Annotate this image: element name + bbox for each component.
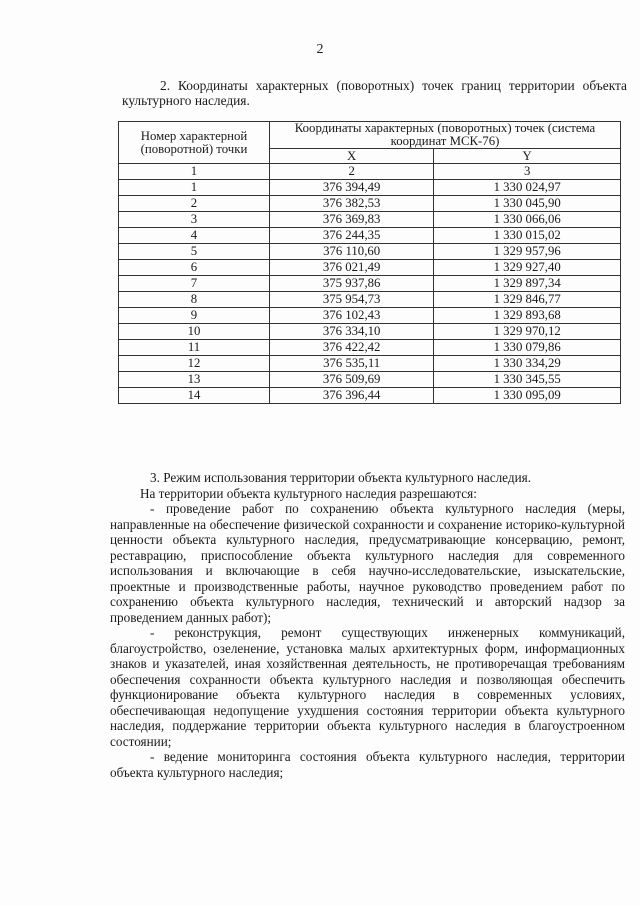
table-row — [119, 228, 621, 244]
point-number-cell: 14 — [119, 388, 270, 404]
y-coordinate-cell: 1 329 846,77 — [434, 292, 621, 308]
coordinates-table — [118, 121, 621, 404]
section-3-title: 3. Режим использования территории объекта культурного наследия. — [150, 470, 531, 485]
table-row — [119, 340, 621, 356]
point-number-cell: 3 — [119, 212, 270, 228]
header-x: X — [270, 149, 434, 164]
x-coordinate-cell: 376 422,42 — [270, 340, 434, 356]
point-number-cell: 13 — [119, 372, 270, 388]
page-number: 2 — [316, 42, 324, 57]
section-3-intro: На территории объекта культурного наследия разрешаются: — [140, 485, 477, 501]
point-number-cell: 9 — [119, 308, 270, 324]
y-coordinate-cell: 1 329 970,12 — [434, 324, 621, 340]
x-coordinate-cell: 376 394,49 — [270, 180, 434, 196]
x-coordinate-cell: 376 396,44 — [270, 388, 434, 404]
column-number-2: 2 — [270, 164, 434, 180]
point-number-cell: 2 — [119, 196, 270, 212]
y-coordinate-cell: 1 330 079,86 — [434, 340, 621, 356]
y-coordinate-cell: 1 330 345,55 — [434, 372, 621, 388]
x-coordinate-cell: 376 110,60 — [270, 244, 434, 260]
point-number-cell: 6 — [119, 260, 270, 276]
table-row — [119, 372, 621, 388]
table-row — [119, 244, 621, 260]
table-row — [119, 324, 621, 340]
y-coordinate-cell: 1 330 095,09 — [434, 388, 621, 404]
x-coordinate-cell: 375 937,86 — [270, 276, 434, 292]
x-coordinate-cell: 376 334,10 — [270, 324, 434, 340]
x-coordinate-cell: 376 382,53 — [270, 196, 434, 212]
table-row — [119, 356, 621, 372]
header-point-number: Номер характерной (поворотной) точки — [119, 122, 270, 164]
table-row — [119, 196, 621, 212]
x-coordinate-cell: 376 509,69 — [270, 372, 434, 388]
column-number-3: 3 — [434, 164, 621, 180]
y-coordinate-cell: 1 330 015,02 — [434, 228, 621, 244]
point-number-cell: 12 — [119, 356, 270, 372]
table-row — [119, 212, 621, 228]
header-y: Y — [434, 149, 621, 164]
y-coordinate-cell: 1 330 045,90 — [434, 196, 621, 212]
y-coordinate-cell: 1 330 066,06 — [434, 212, 621, 228]
point-number-cell: 1 — [119, 180, 270, 196]
point-number-cell: 4 — [119, 228, 270, 244]
permitted-item-1: - проведение работ по сохранению объекта культурного наследия (меры, направленные на обеспечение физической сохранности и сохранение историко-культурной ценности объекта культурного наследия, предусматривающие консервацию, ремонт, реставрацию, приспособление объекта культурного наследия для современного использования и включающие в себя научно-исследовательские, изыскательские, проектные и производственные работы, научное руководство проведением работ по сохранению объекта культурного наследия, технический и авторский надзор за проведением данных работ); — [110, 501, 625, 625]
x-coordinate-cell: 376 102,43 — [270, 308, 434, 324]
y-coordinate-cell: 1 329 927,40 — [434, 260, 621, 276]
permitted-item-2: - реконструкция, ремонт существующих инженерных коммуникаций, благоустройство, озеленение, установка малых архитектурных форм, информационных знаков и указателей, иная хозяйственная деятельность, не противоречащая требованиям обеспечения сохранности объекта культурного наследия и позволяющая обеспечить функционирование объекта культурного наследия в современных условиях, обеспечивающая недопущение ухудшения состояния территории объекта культурного наследия, поддержание территории объекта культурного наследия в благоустроенном состоянии; — [110, 625, 625, 749]
x-coordinate-cell: 376 021,49 — [270, 260, 434, 276]
point-number-cell: 11 — [119, 340, 270, 356]
y-coordinate-cell: 1 329 957,96 — [434, 244, 621, 260]
point-number-cell: 7 — [119, 276, 270, 292]
table-row — [119, 292, 621, 308]
header-coordinates: Координаты характерных (поворотных) точек (система координат МСК-76) — [270, 122, 621, 149]
point-number-cell: 10 — [119, 324, 270, 340]
table-row — [119, 388, 621, 404]
x-coordinate-cell: 375 954,73 — [270, 292, 434, 308]
x-coordinate-cell: 376 535,11 — [270, 356, 434, 372]
x-coordinate-cell: 376 369,83 — [270, 212, 434, 228]
coordinates-table-body — [119, 180, 621, 404]
point-number-cell: 8 — [119, 292, 270, 308]
column-number-1: 1 — [119, 164, 270, 180]
x-coordinate-cell: 376 244,35 — [270, 228, 434, 244]
y-coordinate-cell: 1 330 334,29 — [434, 356, 621, 372]
y-coordinate-cell: 1 330 024,97 — [434, 180, 621, 196]
table-row — [119, 276, 621, 292]
section-3 — [110, 470, 625, 780]
point-number-cell: 5 — [119, 244, 270, 260]
y-coordinate-cell: 1 329 897,34 — [434, 276, 621, 292]
table-row — [119, 180, 621, 196]
permitted-item-3: - ведение мониторинга состояния объекта культурного наследия, территории объекта культурного наследия; — [110, 749, 625, 780]
table-row — [119, 308, 621, 324]
table-row — [119, 260, 621, 276]
section-2-title: 2. Координаты характерных (поворотных) точек границ территории объекта культурного наследия. — [122, 78, 627, 108]
y-coordinate-cell: 1 329 893,68 — [434, 308, 621, 324]
